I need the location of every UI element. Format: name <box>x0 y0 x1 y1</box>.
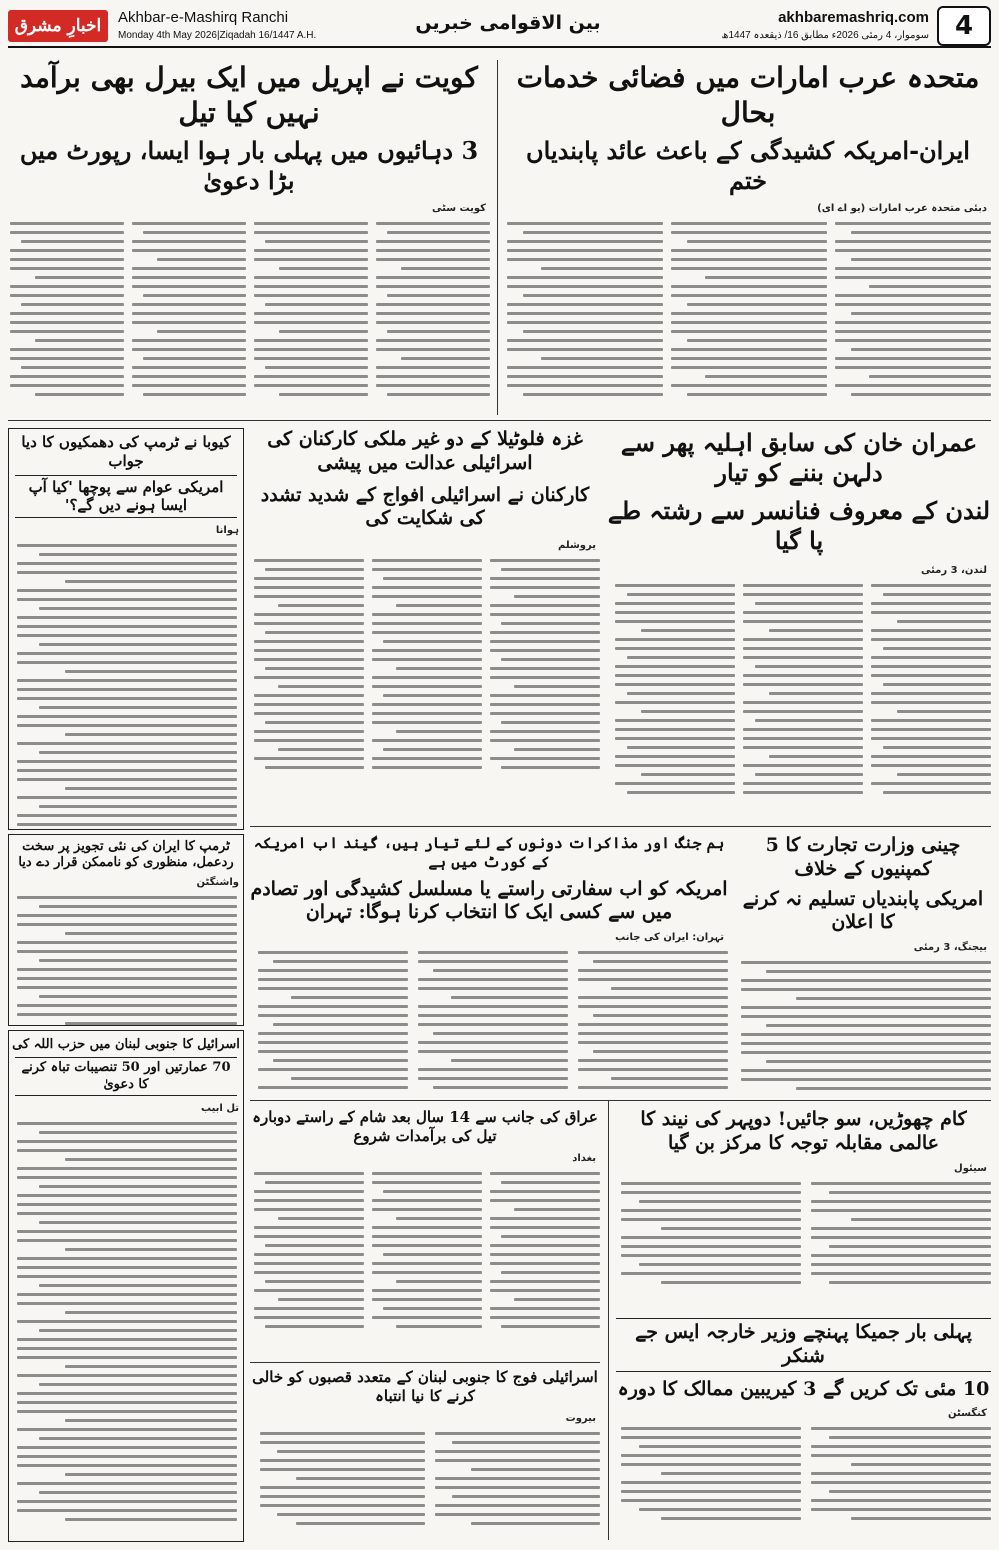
headline: اسرائیل کا جنوبی لبنان میں حزب اللہ کی <box>12 1037 240 1052</box>
body-columns <box>8 222 490 415</box>
body-columns <box>735 961 991 1094</box>
newspaper-name: Akhbar-e-Mashirq Ranchi <box>118 9 289 26</box>
body-columns <box>616 1427 991 1537</box>
dateline: واشنگٹن <box>196 876 239 888</box>
dateline: بیجنگ، 3 رمئی <box>913 942 987 953</box>
body-columns <box>505 222 991 415</box>
dateline: بغداد <box>572 1152 596 1164</box>
headline: پہلی بار جمیکا پہنچے وزیر خارجہ ایس جے شنکر <box>616 1318 991 1372</box>
issue-date-urdu: سوموار، 4 رمئی 2026ء مطابق 16/ ذیقعدہ 1447ھ <box>721 30 929 41</box>
story-tehran-ready[interactable] <box>250 834 728 1094</box>
story-uae-airspace[interactable] <box>505 60 991 415</box>
subheadline: امریکی عوام سے پوچھا 'کیا آپ ایسا ہونے دیں گے؟' <box>15 475 237 519</box>
dateline: کویت سٹی <box>432 203 486 214</box>
dateline: تہران: ایران کی جانب <box>615 932 724 943</box>
headline: عراق کی جانب سے 14 سال بعد شام کے راستے دوبارہ تیل کی برآمدات شروع <box>252 1108 598 1145</box>
subheadline: ایران-امریکہ کشیدگی کے باعث عائد پابندیاں ختم <box>526 136 970 195</box>
headline: اسرائیلی فوج کا جنوبی لبنان کے متعدد قصبوں کو خالی کرنے کا نیا انتباہ <box>252 1368 598 1405</box>
dateline: کنگسٹن <box>948 1408 987 1420</box>
headline: ہم جنگ اور مذاکرات دونوں کے لئے تیار ہیں، گیند اب امریکہ کے کورٹ میں ہے <box>253 834 725 871</box>
headline: کیوبا نے ٹرمپ کی دھمکیوں کا دیا جواب <box>21 433 231 470</box>
dateline: بیروت <box>565 1412 596 1424</box>
issue-date-english: Monday 4th May 2026|Ziqadah 16/1447 A.H. <box>118 30 317 41</box>
headline: کویت نے اپریل میں ایک بیرل بھی برآمد نہیں کیا تیل <box>20 61 478 129</box>
dateline: لندن، 3 رمئی <box>920 565 987 576</box>
body-columns <box>250 1172 600 1352</box>
headline: چینی وزارت تجارت کا 5 کمپنیوں کے خلاف <box>765 834 961 880</box>
dateline: یروشلم <box>558 540 596 551</box>
body-columns <box>9 1122 243 1542</box>
website-link[interactable]: akhbaremashriq.com <box>778 9 929 26</box>
subheadline: لندن کے معروف فنانسر سے رشتہ طے پا گیا <box>607 496 991 555</box>
subheadline: کارکنان نے اسرائیلی افواج کے شدید تشدد کی شکایت کی <box>260 483 590 530</box>
story-nap-competition[interactable] <box>616 1108 991 1313</box>
story-lebanon-evacuation-warning[interactable] <box>250 1368 600 1540</box>
body-columns <box>616 1182 991 1302</box>
story-gaza-flotilla[interactable] <box>250 428 600 818</box>
headline: متحدہ عرب امارات میں فضائی خدمات بحال <box>516 61 980 129</box>
dateline: تل ابیب <box>200 1102 239 1114</box>
subheadline: امریکی پابندیاں تسلیم نہ کرنے کا اعلان <box>742 887 984 934</box>
dateline: دبئی متحدہ عرب امارات (یو اے ای) <box>817 203 987 214</box>
headline: ٹرمپ کا ایران کی نئی تجویز پر سخت ردعمل، منظوری کو ناممکن قرار دے دیا <box>18 839 234 871</box>
subheadline: 3 دہائیوں میں پہلی بار ہوا ایسا، رپورٹ میں بڑا دعویٰ <box>19 136 479 195</box>
story-trump-iran-proposal[interactable] <box>8 834 244 1026</box>
body-columns <box>250 951 728 1094</box>
dateline: ہوانا <box>215 525 239 536</box>
story-jaishankar-jamaica[interactable] <box>616 1318 991 1540</box>
headline: کام چھوڑیں، سو جائیں! دوپہر کی نیند کا عالمی مقابلہ توجہ کا مرکز بن گیا <box>640 1108 967 1154</box>
page-number: 4 <box>937 6 991 46</box>
subheadline: 10 مئی تک کریں گے 3 کیریبین ممالک کا دورہ <box>617 1377 990 1400</box>
body-columns <box>607 584 991 818</box>
story-china-sanctions[interactable] <box>735 834 991 1094</box>
newspaper-logo: اخبارِ مشرق <box>8 10 108 42</box>
headline: عمران خان کی سابق اہلیہ پھر سے دلہن بننے کو تیار <box>620 428 978 487</box>
story-kuwait-oil[interactable] <box>8 60 490 415</box>
body-columns <box>9 544 243 830</box>
story-iraq-oil-exports[interactable] <box>250 1108 600 1358</box>
subheadline: امریکہ کو اب سفارتی راستے یا مسلسل کشیدگی اور تصادم میں سے کسی ایک کا انتخاب کرنا ہوگا: تہران <box>250 877 728 924</box>
subheadline: 70 عمارتیں اور 50 تنصیبات تباہ کرنے کا دعویٰ <box>15 1057 237 1096</box>
story-hezbollah-strikes[interactable] <box>8 1030 244 1542</box>
story-cuba-reply[interactable] <box>8 428 244 830</box>
dateline: سیئول <box>954 1162 987 1174</box>
section-title: بین الاقوامی خبریں <box>415 12 601 34</box>
headline: غزہ فلوٹیلا کے دو غیر ملکی کارکنان کی اسرائیلی عدالت میں پیشی <box>267 428 583 474</box>
masthead <box>8 6 991 48</box>
body-columns <box>250 559 600 818</box>
body-columns <box>250 1432 600 1541</box>
body-columns <box>9 896 243 1026</box>
story-imran-khan-ex-wife[interactable] <box>607 428 991 818</box>
